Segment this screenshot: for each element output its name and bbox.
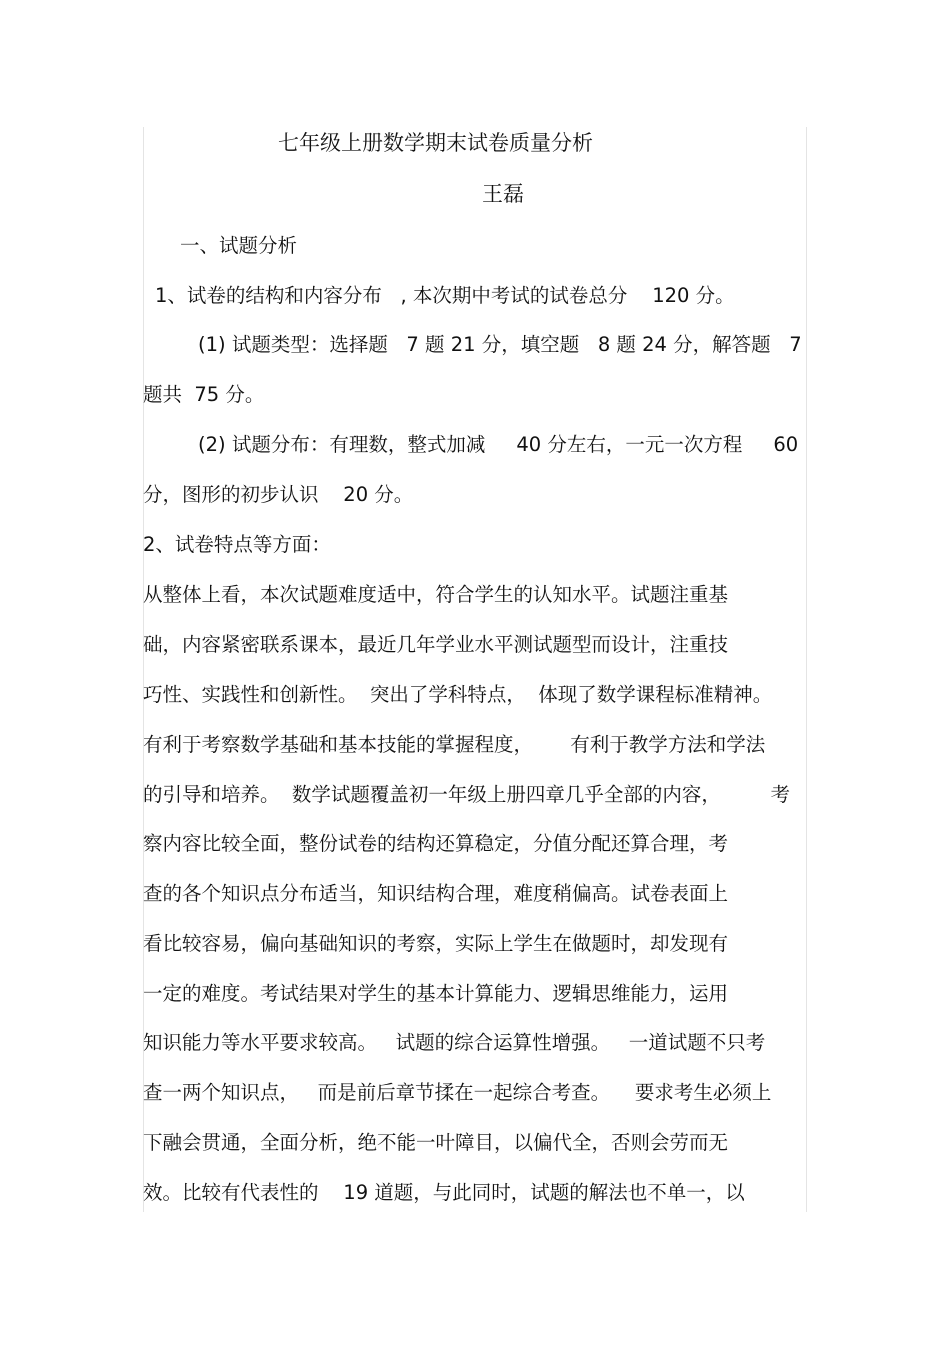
paragraph-line: 分，图形的初步认识 20 分。 bbox=[143, 483, 414, 506]
section-heading: 2、试卷特点等方面： bbox=[143, 533, 331, 556]
paragraph-line: 从整体上看，本次试题难度适中，符合学生的认知水平。试题注重基 bbox=[143, 583, 729, 606]
paragraph-line: (2) 试题分布：有理数，整式加减 40 分左右，一元一次方程 60 bbox=[198, 433, 799, 456]
paragraph-line: 一定的难度。考试结果对学生的基本计算能力、逻辑思维能力，运用 bbox=[143, 982, 729, 1005]
section-heading: 一、试题分析 bbox=[180, 234, 298, 257]
paragraph-line: 有利于考察数学基础和基本技能的掌握程度， 有利于教学方法和学法 bbox=[143, 733, 766, 756]
document-author: 王磊 bbox=[482, 182, 524, 206]
paragraph-line: 的引导和培养。 数学试题覆盖初一年级上册四章几乎全部的内容， 考 bbox=[143, 783, 790, 806]
paragraph-line: 查的各个知识点分布适当，知识结构合理，难度稍偏高。试卷表面上 bbox=[143, 882, 729, 905]
paragraph-line: 查一两个知识点， 而是前后章节揉在一起综合考查。 要求考生必须上 bbox=[143, 1081, 772, 1104]
paragraph-line: 题共 75 分。 bbox=[143, 383, 265, 406]
paragraph-line: 效。比较有代表性的 19 道题，与此同时，试题的解法也不单一，以 bbox=[143, 1181, 745, 1204]
paragraph-line: 下融会贯通，全面分析，绝不能一叶障目，以偏代全，否则会劳而无 bbox=[143, 1131, 729, 1154]
paragraph-line: 知识能力等水平要求较高。 试题的综合运算性增强。 一道试题不只考 bbox=[143, 1031, 766, 1054]
paragraph-line: 察内容比较全面，整份试卷的结构还算稳定，分值分配还算合理，考 bbox=[143, 832, 729, 855]
right-margin-line bbox=[806, 127, 807, 1212]
paragraph-line: 巧性、实践性和创新性。 突出了学科特点， 体现了数学课程标准精神。 bbox=[143, 683, 773, 706]
paragraph-line: (1) 试题类型：选择题 7 题 21 分，填空题 8 题 24 分，解答题 7 bbox=[198, 333, 802, 356]
paragraph-line: 1、试卷的结构和内容分布 , 本次期中考试的试卷总分 120 分。 bbox=[155, 284, 735, 307]
paragraph-line: 础，内容紧密联系课本，最近几年学业水平测试题型而设计，注重技 bbox=[143, 633, 729, 656]
paragraph-line: 看比较容易，偏向基础知识的考察，实际上学生在做题时，却发现有 bbox=[143, 932, 729, 955]
document-title: 七年级上册数学期末试卷质量分析 bbox=[278, 131, 593, 155]
